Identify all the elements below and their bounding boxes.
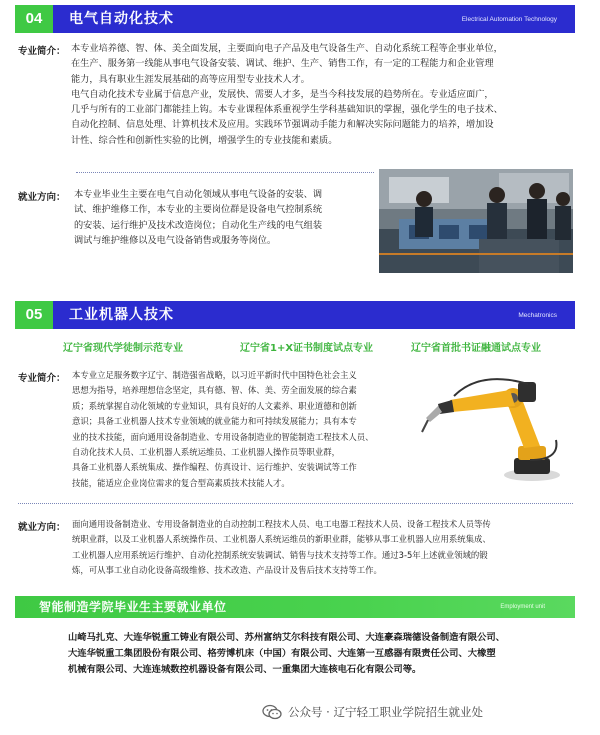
section4-intro-line: 能力，具有职业生涯发展基础的高等应用型专业技术人才。 [71, 73, 310, 85]
section5-career-line: 统职业群，以及工业机器人系统操作员、工业机器人系统运维员的新职业群，能够从事工业机器人应用系统集成、 [72, 534, 491, 545]
section5-career-label: 就业方向： [18, 522, 66, 533]
section5-title-en: Mechatronics [518, 312, 557, 319]
section4-number: 04 [15, 5, 53, 33]
lab-photo-illustration [379, 169, 573, 273]
section4-intro-line: 电气自动化技术专业属于信息产业，发展快、需要人才多，是当今科技发展的趋势所在。专业适应面广， [71, 88, 494, 100]
section5-career-line: 面向通用设备制造业、专用设备制造业的自动控制工程技术人员、电工电器工程技术人员、设备工程技术人员等传 [72, 519, 491, 529]
section5-number: 05 [15, 301, 53, 329]
badge-apprenticeship: 辽宁省现代学徒制示范专业 [63, 343, 183, 354]
section5-intro-line: 本专业立足服务数字辽宁、制造强省战略，以习近平新时代中国特色社会主义 [72, 370, 357, 380]
wechat-icon [262, 704, 282, 720]
employers-list [68, 630, 588, 678]
section5-intro-label: 专业简介： [18, 373, 66, 384]
footer-watermark [262, 702, 483, 722]
employers-title-en: Employment unit [500, 604, 545, 610]
section4-intro-line: 几乎与所有的工业部门都能挂上钩。本专业课程体系重视学生学科基础知识的掌握，强化学生的电子技术、 [71, 104, 503, 116]
section5-career-line: 工业机器人应用系统运行维护、自动化控制系统安装调试、销售与技术支持等工作。通过3-5年上述就业领域的锻 [72, 549, 488, 560]
section5-intro-line: 质；系统掌握自动化领域的专业知识，具有良好的人文素养、职业道德和创新 [72, 400, 357, 411]
section4-intro-line: 计性、综合性和创新性实验的比例，增强学生的专业技能和素质。 [71, 134, 338, 146]
employers-title: 智能制造学院毕业生主要就业单位 [39, 600, 227, 614]
section4-career-label: 就业方向： [18, 192, 66, 203]
section4-divider [76, 172, 374, 173]
section4-intro-line: 本专业培养德、智、体、美全面发展，主要面向电子产品及电气设备生产、自动化系统工程等企事业单位， [71, 43, 503, 54]
section4-intro-line: 自动化控制、信息处理、计算机技术及应用。实践环节强调动手能力和解决实际问题能力的培养，增加设 [71, 119, 494, 131]
employers-line: 机械有限公司、大连连城数控机器设备有限公司、一重集团大连核电石化有限公司等。 [68, 664, 422, 675]
section5-intro [72, 368, 412, 491]
section4-header [15, 5, 575, 33]
section4-title: 电气自动化技术 [69, 11, 174, 27]
section4-career-line: 调试与维护维修以及电气设备销售或服务等岗位。 [74, 234, 277, 246]
section5-divider [18, 503, 573, 504]
section5-intro-line: 意识；具备工业机器人技术专业领域的就业能力和可持续发展能力；具有本专 [72, 416, 357, 427]
section4-career-line: 的安装、运行维护及技术改造岗位；自动化生产线的电气组装 [74, 219, 323, 231]
section5-title: 工业机器人技术 [69, 307, 174, 323]
section4-intro-line: 在生产、服务第一线能从事电气设备安装、调试、维护、生产、销售工作，有一定的工程能力和企业管理 [71, 58, 494, 70]
section4-career [74, 187, 374, 248]
section4-career-line: 试、维护维修工作，本专业的主要岗位群是设备电气控制系统 [74, 204, 323, 216]
section4-career-line: 本专业毕业生主要在电气自动化领域从事电气设备的安装、调 [74, 189, 323, 200]
section5-intro-line: 思想为指导，培养理想信念坚定，具有德、智、体、美、劳全面发展的综合素 [72, 385, 357, 396]
section5-intro-line: 自动化技术人员、工业机器人系统运维员、工业机器人操作员等职业群， [72, 447, 340, 458]
employers-line: 大连华锐重工集团股份有限公司、格劳博机床（中国）有限公司、大连第一互感器有限责任公司、大橡塑 [68, 648, 496, 659]
footer-text: 公众号 · 辽宁轻工职业学院招生就业处 [288, 705, 483, 719]
section5-intro-line: 技能，能适应企业岗位需求的复合型高素质技术技能人才。 [72, 477, 290, 488]
section4-title-en: Electrical Automation Technology [461, 16, 557, 23]
section5-intro-line: 具备工业机器人系统集成、操作编程、仿真设计、运行维护、安装调试等工作 [72, 462, 357, 473]
lab-photo [379, 169, 573, 273]
section5-career-line: 炼，可从事工业自动化设备高级维修、技术改造、产品设计及售后技术支持等工作。 [72, 565, 382, 576]
employers-header [15, 596, 575, 618]
section4-intro [71, 41, 591, 148]
badge-book-cert: 辽宁省首批书证融通试点专业 [411, 343, 541, 354]
section5-intro-line: 业的技术技能，面向通用设备制造业、专用设备制造业的智能制造工程技术人员、 [72, 431, 374, 442]
employers-line: 山崎马扎克、大连华锐重工铸业有限公司、苏州富纳艾尔科技有限公司、大连豪森瑞德设备制造有限公司、 [68, 632, 505, 643]
section5-career [72, 517, 587, 579]
section5-header [15, 301, 575, 329]
badge-1x-certificate: 辽宁省1+X证书制度试点专业 [240, 343, 374, 354]
section4-intro-label: 专业简介： [18, 46, 66, 57]
robot-arm-illustration [420, 360, 570, 485]
